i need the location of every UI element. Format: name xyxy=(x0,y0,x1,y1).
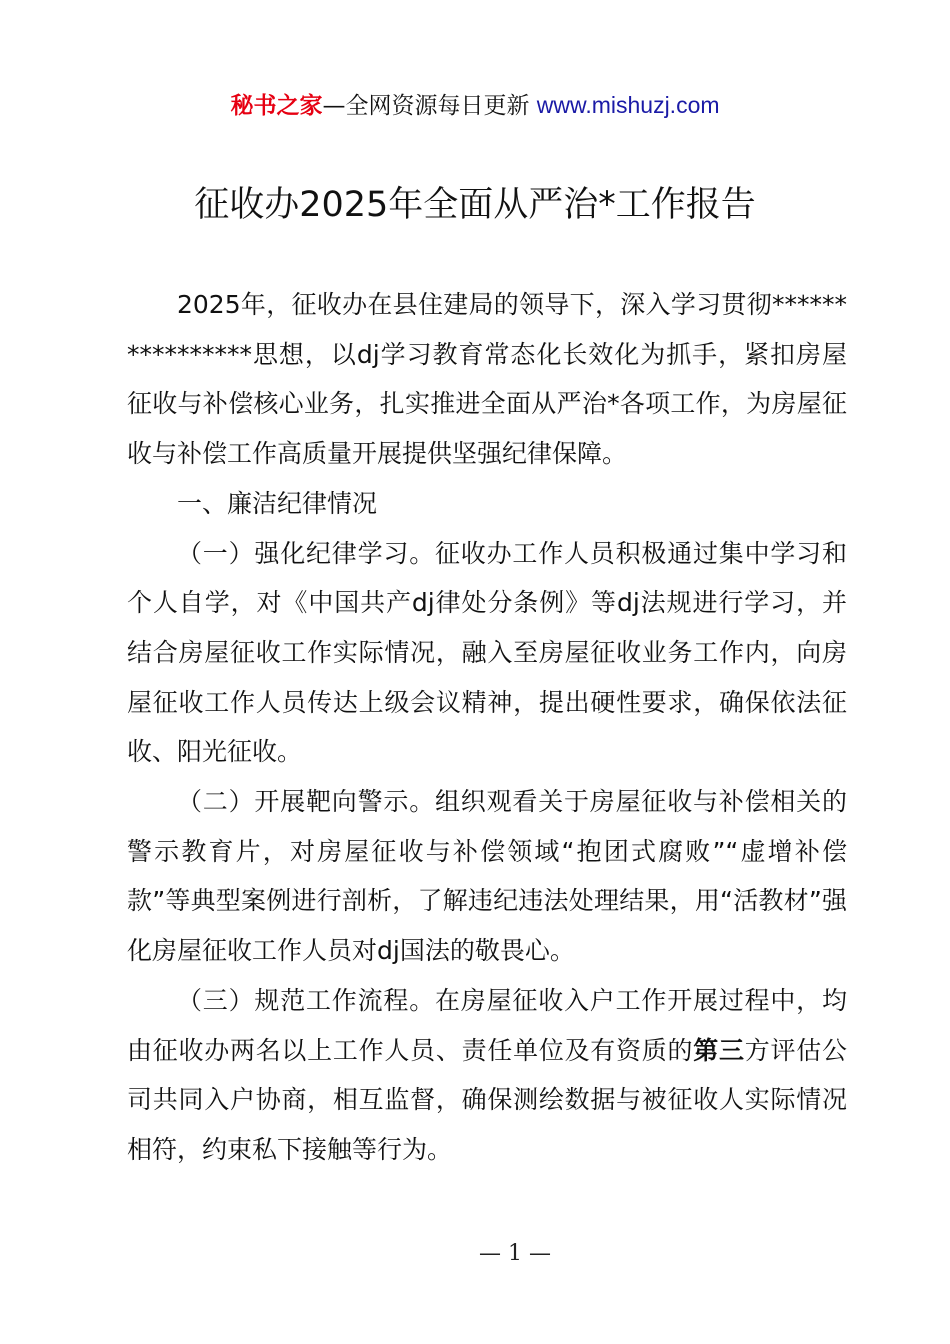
item-paragraph-1: （一）强化纪律学习。征收办工作人员积极通过集中学习和个人自学，对《中国共产dj律处分条例》等dj法规进行学习，并结合房屋征收工作实际情况，融入至房屋征收业务工作内，向房屋征收工作人员传达上级会议精神，提出硬性要求，确保依法征收、阳光征收。 xyxy=(127,538,847,767)
site-header xyxy=(0,88,950,123)
site-url-link[interactable]: www.mishuzj.com xyxy=(536,92,720,118)
item3-bold-text: 第三 xyxy=(693,1035,745,1065)
section-heading: 一、廉洁纪律情况 xyxy=(177,488,378,518)
document-body xyxy=(127,280,847,1175)
header-tagline: —全网资源每日更新 xyxy=(322,93,537,119)
intro-paragraph: 2025年，征收办在县住建局的领导下，深入学习贯彻****************思想，以dj学习教育常态化长效化为抓手，紧扣房屋征收与补偿核心业务，扎实推进全面从严治*各项工作，为房屋征收与补偿工作高质量开展提供坚强纪律保障。 xyxy=(127,290,847,469)
item3-text-end: 方评估公司共同入户协商，相互监督，确保测绘数据与被征收人实际情况相符，约束私下接触等行为。 xyxy=(127,1035,847,1164)
page-number: — 1 — xyxy=(479,1241,551,1266)
brand-name: 秘书之家 xyxy=(230,93,323,119)
item3-text-start: （三）规范工作流程。在房屋征收入户工作开展过程中，均由征收办两名以上工作人员、责任单位及有资质的 xyxy=(127,985,847,1065)
item-paragraph-2: （二）开展靶向警示。组织观看关于房屋征收与补偿相关的警示教育片，对房屋征收与补偿领域“抱团式腐败”“虚增补偿款”等典型案例进行剖析，了解违纪违法处理结果，用“活教材”强化房屋征收工作人员对dj国法的敬畏心。 xyxy=(127,787,847,966)
document-title: 征收办2025年全面从严治*工作报告 xyxy=(194,185,756,225)
item-paragraph-3 xyxy=(127,976,847,1175)
